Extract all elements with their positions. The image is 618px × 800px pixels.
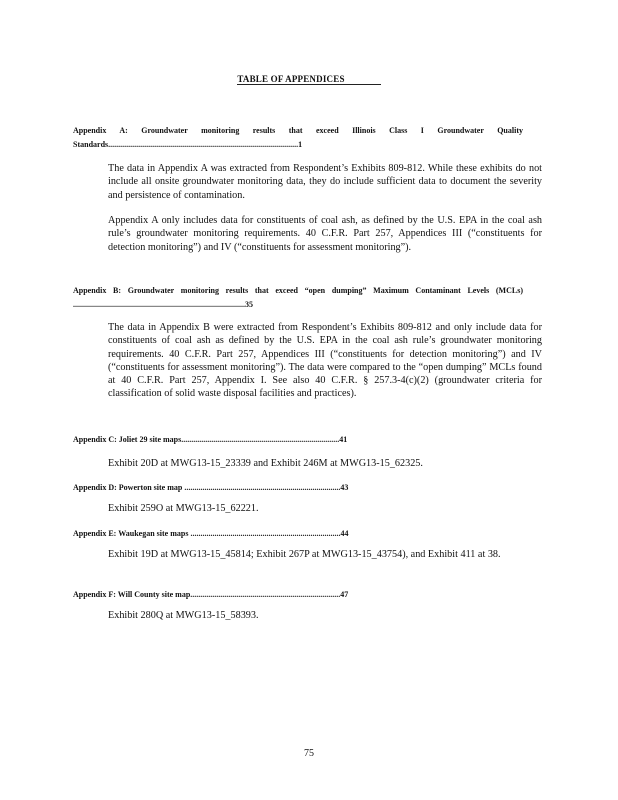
appendix-e-paragraph-1: Exhibit 19D at MWG13-15_45814; Exhibit 267P at MWG13-15_43754), and Exhibit 411 at 38. xyxy=(108,549,501,560)
appendix-b-heading: Appendix B: Groundwater monitoring results that exceed “open dumping” Maximum Contaminant Levels (MCLs) ......................................................................................35 xyxy=(73,286,523,309)
appendix-a-heading: Appendix A: Groundwater monitoring results that exceed Illinois Class I Groundwater Quality Standards...............................................................................................1 xyxy=(73,126,523,149)
appendix-d-heading: Appendix D: Powerton site map ..............................................................................43 xyxy=(73,483,349,492)
appendix-a-paragraph-2: Appendix A only includes data for constituents of coal ash, as defined by the U.S. EPA in the coal ash rule’s groundwater monitoring requirements. 40 C.F.R. Part 257, Appendices III (“constituents for detection monitoring”) and IV (“constituents for assessment monitoring”). xyxy=(108,215,542,253)
appendix-d-paragraph-1: Exhibit 259O at MWG13-15_62221. xyxy=(108,503,259,514)
appendix-c-paragraph-1: Exhibit 20D at MWG13-15_23339 and Exhibit 246M at MWG13-15_62325. xyxy=(108,458,423,469)
appendix-a-paragraph-1: The data in Appendix A was extracted from Respondent’s Exhibits 809-812. While these exhibits do not include all onsite groundwater monitoring data, they do include sufficient data to document the severity and persistence of contamination. xyxy=(108,163,542,201)
title-text: TABLE OF APPENDICES xyxy=(237,74,380,85)
page-title xyxy=(0,74,618,85)
appendix-f-heading: Appendix F: Will County site map...........................................................................47 xyxy=(73,590,349,599)
appendix-c-heading: Appendix C: Joliet 29 site maps...............................................................................41 xyxy=(73,435,348,444)
appendix-e-heading: Appendix E: Waukegan site maps ...........................................................................44 xyxy=(73,529,349,538)
appendix-b-paragraph-1: The data in Appendix B were extracted from Respondent’s Exhibits 809-812 and only include data for constituents of coal ash as defined by the U.S. EPA in the coal ash rule’s groundwater monitoring requirements. 40 C.F.R. Part 257, Appendices III (“constituents for detection monitoring”) and IV (“constituents for assessment monitoring”). The data were compared to the “open dumping” MCLs found at 40 C.F.R. Part 257, Appendix I. See also 40 C.F.R. § 257.3-4(c)(2) (groundwater criteria for classification of solid waste disposal facilities and practices). xyxy=(108,322,542,400)
appendix-f-paragraph-1: Exhibit 280Q at MWG13-15_58393. xyxy=(108,610,259,621)
page-number: 75 xyxy=(304,748,314,759)
